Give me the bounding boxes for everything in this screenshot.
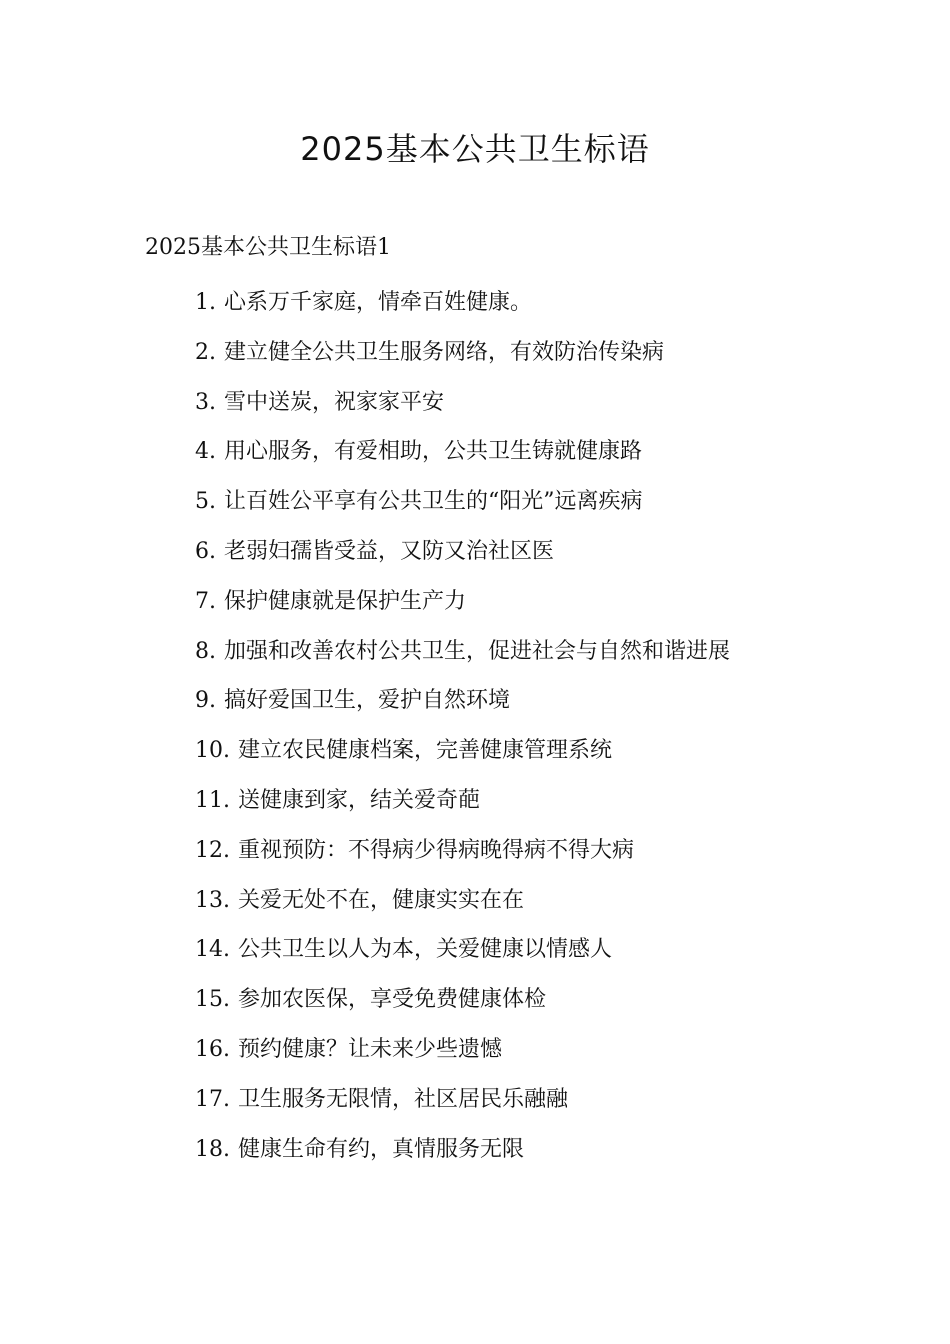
list-item: [145, 925, 815, 975]
item-text: 健康生命有约，真情服务无限: [238, 1136, 525, 1162]
item-number: 10.: [195, 738, 230, 764]
list-item: [145, 776, 815, 826]
item-number: 14.: [195, 937, 230, 963]
item-text: 搞好爱国卫生，爱护自然环境: [224, 688, 511, 714]
item-number: 13.: [195, 887, 230, 913]
item-text: 保护健康就是保护生产力: [224, 588, 467, 614]
item-number: 2.: [195, 339, 216, 365]
item-number: 16.: [195, 1036, 230, 1062]
list-item: [145, 378, 815, 428]
item-text: 加强和改善农村公共卫生，促进社会与自然和谐进展: [224, 638, 731, 664]
item-text: 用心服务，有爱相助，公共卫生铸就健康路: [224, 439, 643, 465]
item-number: 3.: [195, 389, 216, 415]
list-item: [145, 477, 815, 527]
document-title: 2025基本公共卫生标语: [300, 130, 650, 168]
section-heading: 2025基本公共卫生标语1: [145, 235, 391, 260]
item-text: 公共卫生以人为本，关爱健康以情感人: [238, 937, 613, 963]
item-number: 7.: [195, 588, 216, 614]
item-number: 8.: [195, 638, 216, 664]
list-item: [145, 527, 815, 577]
item-text: 参加农医保，享受免费健康体检: [238, 987, 547, 1013]
slogan-list: [145, 278, 815, 1174]
item-text: 心系万千家庭，情牵百姓健康。: [224, 290, 533, 315]
item-text: 让百姓公平享有公共卫生的“阳光”远离疾病: [224, 489, 643, 515]
item-number: 4.: [195, 439, 216, 465]
item-number: 17.: [195, 1086, 230, 1112]
item-text: 建立农民健康档案，完善健康管理系统: [238, 738, 613, 764]
item-number: 11.: [195, 787, 230, 813]
item-number: 18.: [195, 1136, 230, 1162]
item-number: 5.: [195, 489, 216, 515]
item-text: 关爱无处不在，健康实实在在: [238, 887, 525, 913]
list-item: [145, 676, 815, 726]
item-number: 1.: [195, 290, 216, 315]
list-item: [145, 975, 815, 1025]
list-item: [145, 278, 815, 328]
item-number: 15.: [195, 987, 230, 1013]
list-item: [145, 726, 815, 776]
item-text: 老弱妇孺皆受益，又防又治社区医: [224, 538, 555, 564]
item-number: 9.: [195, 688, 216, 714]
list-item: [145, 328, 815, 378]
item-text: 预约健康？让未来少些遗憾: [238, 1036, 503, 1062]
list-item: [145, 577, 815, 627]
item-text: 卫生服务无限情，社区居民乐融融: [238, 1086, 569, 1112]
item-text: 重视预防：不得病少得病晚得病不得大病: [238, 837, 635, 863]
item-number: 6.: [195, 538, 216, 564]
list-item: [145, 1125, 815, 1175]
list-item: [145, 826, 815, 876]
list-item: [145, 427, 815, 477]
list-item: [145, 1075, 815, 1125]
item-text: 送健康到家，结关爱奇葩: [238, 787, 481, 813]
item-text: 建立健全公共卫生服务网络，有效防治传染病: [224, 339, 665, 365]
list-item: [145, 876, 815, 926]
item-text: 雪中送炭，祝家家平安: [224, 389, 445, 415]
list-item: [145, 1025, 815, 1075]
list-item: [145, 627, 815, 677]
item-number: 12.: [195, 837, 230, 863]
